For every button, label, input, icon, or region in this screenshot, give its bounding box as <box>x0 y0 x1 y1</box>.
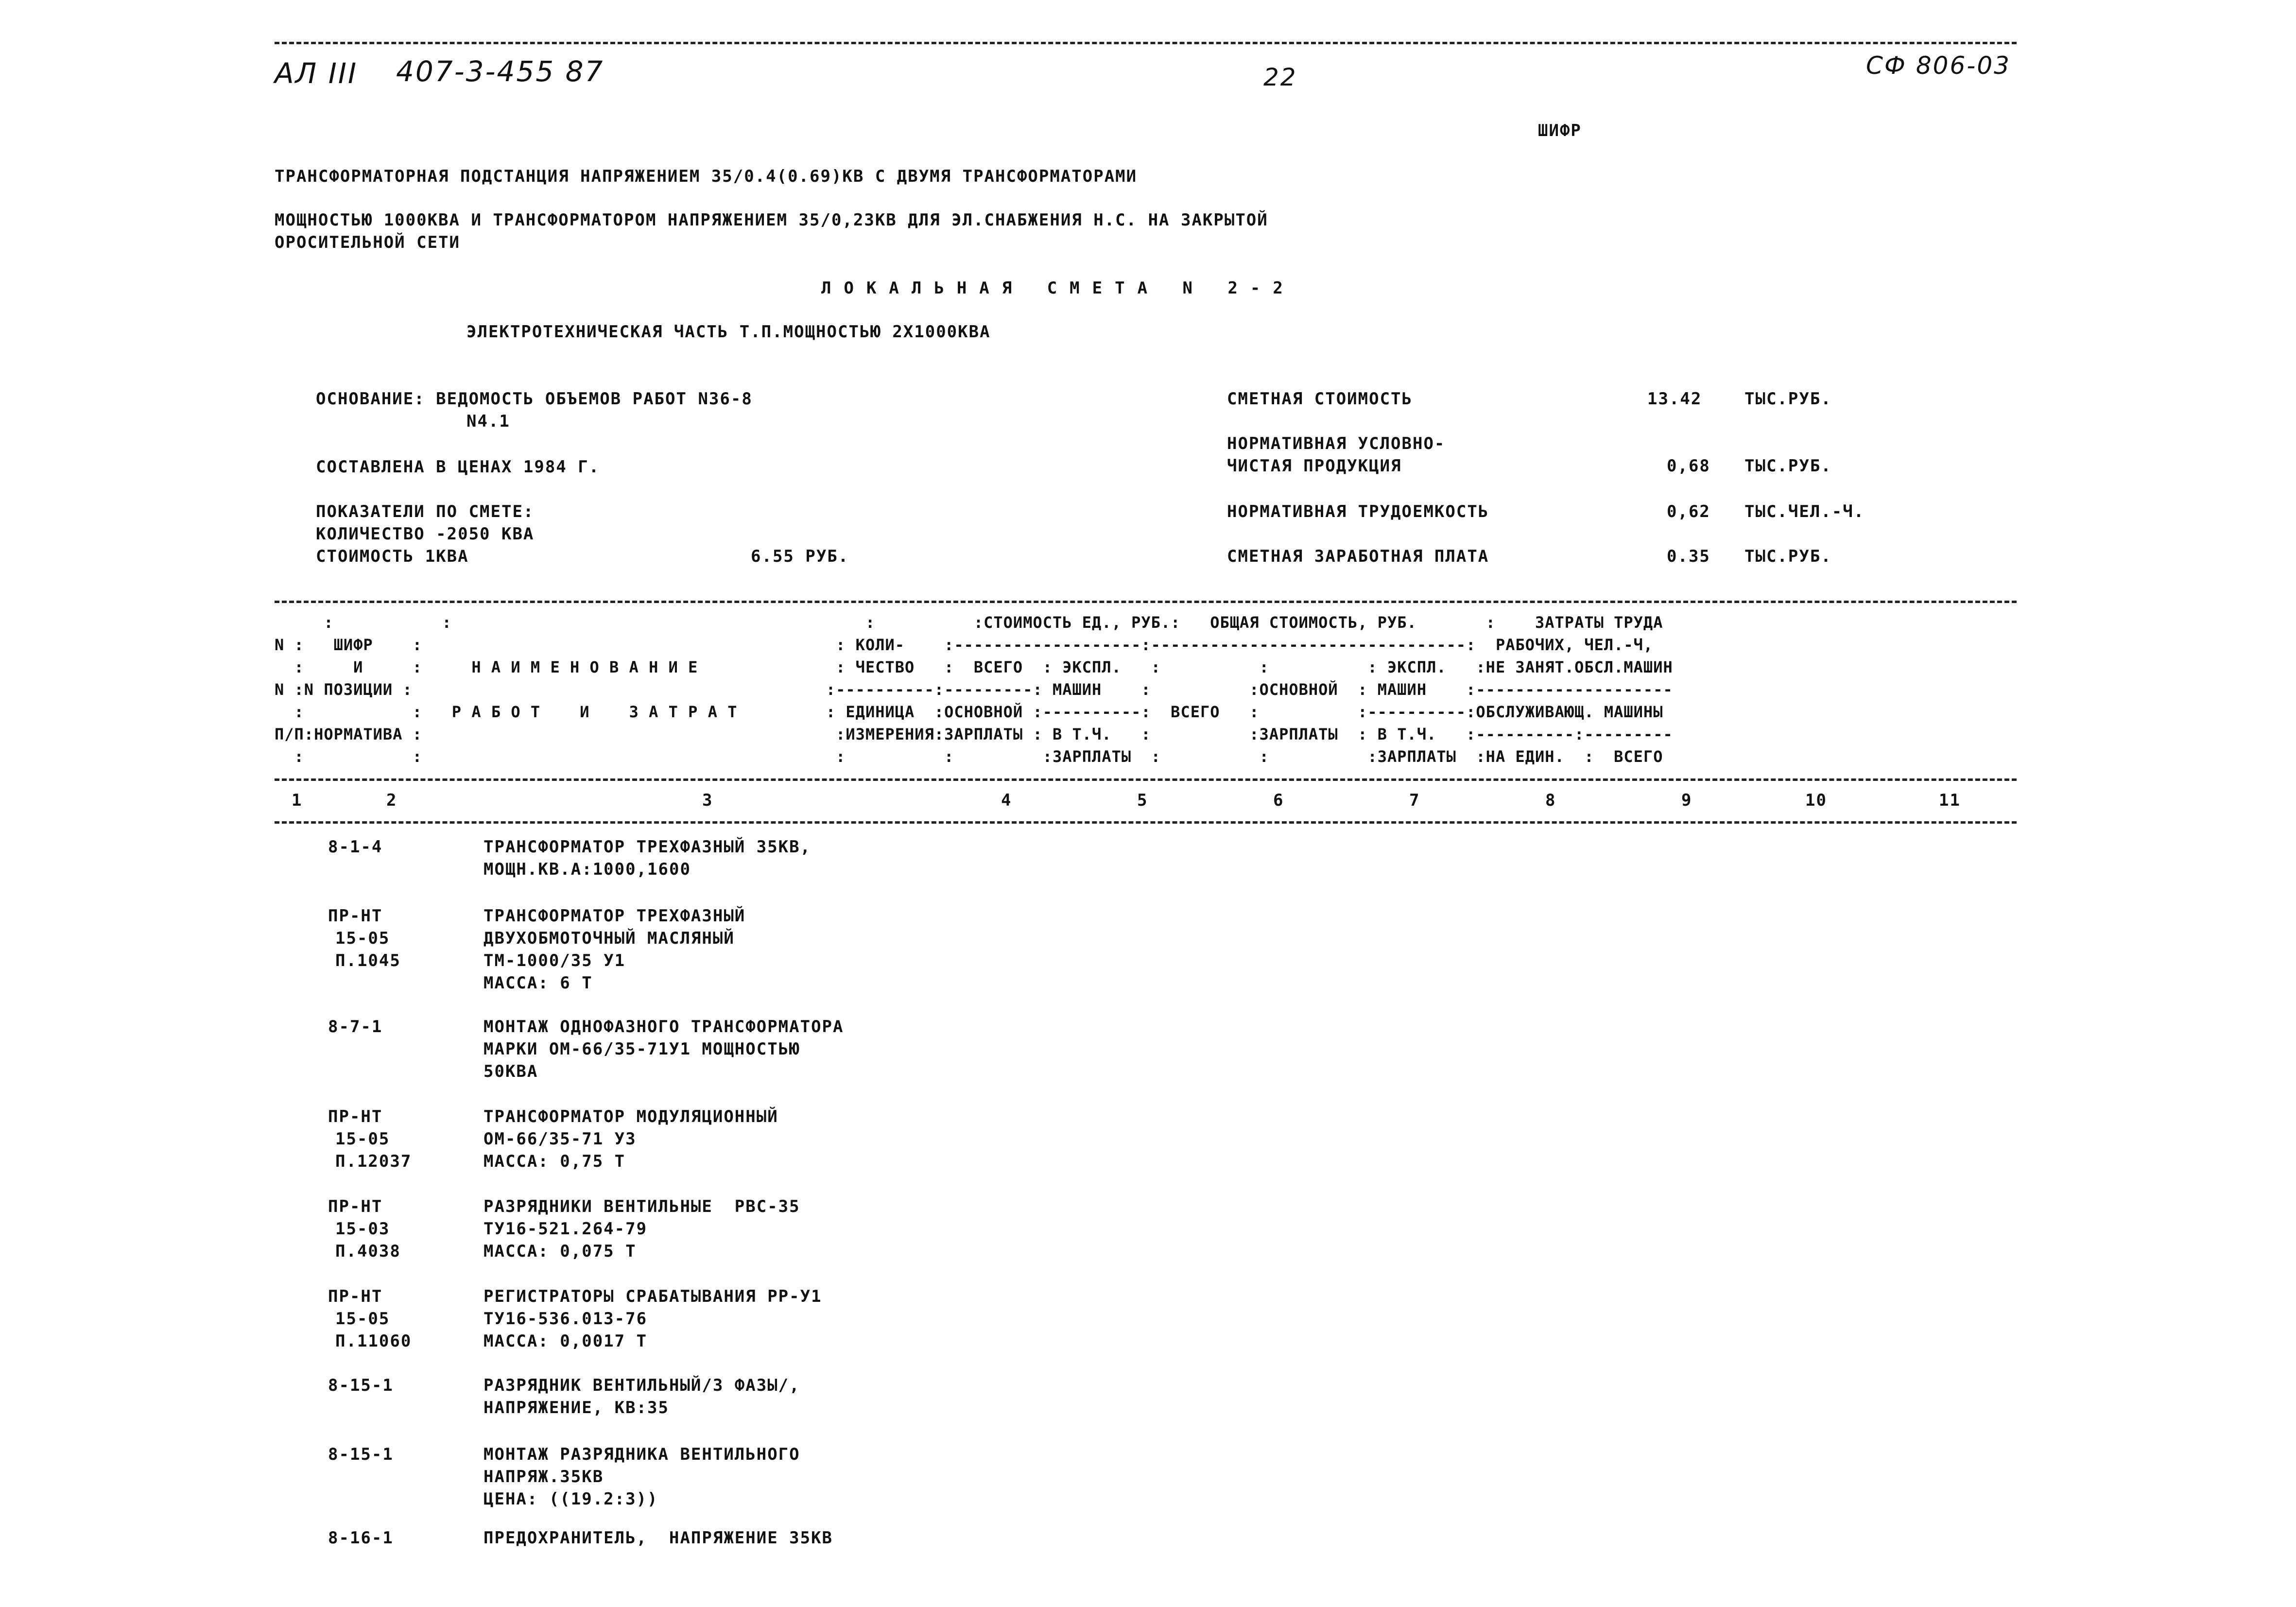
item-name: ТРАНСФОРМАТОР МОДУЛЯЦИОННЫЙ <box>483 1107 778 1126</box>
column-number: 4 <box>1001 791 1012 810</box>
item-name: МАССА: 0,75 Т <box>483 1152 626 1171</box>
norm-code: 15-05 <box>335 1309 390 1329</box>
osnovanie-continued: N4.1 <box>466 412 510 431</box>
title-line-3: ОРОСИТЕЛЬНОЙ СЕТИ <box>275 233 460 252</box>
project-number: 407-3-455 87 <box>396 55 604 88</box>
item-name: ТМ-1000/35 У1 <box>483 951 626 970</box>
smetnaya-value: 13.42 <box>1647 389 1702 409</box>
item-name: ТРАНСФОРМАТОР ТРЕХФАЗНЫЙ 35КВ, <box>483 837 811 857</box>
item-name: ДВУХОБМОТОЧНЫЙ МАСЛЯНЫЙ <box>483 929 735 948</box>
item-name: РАЗРЯДНИК ВЕНТИЛЬНЫЙ/3 ФАЗЫ/, <box>483 1376 800 1395</box>
norm-prod-unit: ТЫС.РУБ. <box>1744 456 1832 476</box>
item-name: МАРКИ ОМ-66/35-71У1 МОЩНОСТЬЮ <box>483 1039 800 1059</box>
item-name: НАПРЯЖ.35КВ <box>483 1467 604 1486</box>
column-number: 2 <box>386 791 397 810</box>
item-name: МАССА: 0,0017 Т <box>483 1331 648 1351</box>
column-number: 5 <box>1137 791 1148 810</box>
top-rule <box>275 42 2017 44</box>
smeta-title: ЛОКАЛЬНАЯ СМЕТА N 2-2 <box>821 278 1295 298</box>
item-name: ОМ-66/35-71 У3 <box>483 1129 637 1149</box>
norm-code: 15-05 <box>335 929 390 948</box>
kolichestvo: КОЛИЧЕСТВО -2050 КВА <box>316 524 535 544</box>
sostavlena: СОСТАВЛЕНА В ЦЕНАХ 1984 Г. <box>316 457 600 477</box>
norm-code: 8-15-1 <box>328 1445 394 1464</box>
table-header-line: : И : Н А И М Е Н О В А Н И Е : ЧЕСТВО : ВСЕГО : ЭКСПЛ. : : : ЭКСПЛ. :НЕ ЗАНЯТ.ОБСЛ.МАШИН <box>275 658 1673 676</box>
trud-value: 0,62 <box>1667 502 1710 521</box>
item-name: 50КВА <box>483 1062 538 1081</box>
item-name: РАЗРЯДНИКИ ВЕНТИЛЬНЫЕ РВС-35 <box>483 1197 800 1216</box>
item-name: ЦЕНА: ((19.2:3)) <box>483 1489 658 1509</box>
norm-code: 8-15-1 <box>328 1376 394 1395</box>
trud-unit: ТЫС.ЧЕЛ.-Ч. <box>1744 502 1865 521</box>
norm-code: ПР-НТ <box>328 1287 383 1306</box>
page-number: 22 <box>1263 63 1297 91</box>
norm-code: ПР-НТ <box>328 906 383 926</box>
item-name: МАССА: 0,075 Т <box>483 1242 637 1261</box>
norm-code: ПР-НТ <box>328 1107 383 1126</box>
item-name: РЕГИСТРАТОРЫ СРАБАТЫВАНИЯ РР-У1 <box>483 1287 822 1306</box>
norm-prod-label-2: ЧИСТАЯ ПРОДУКЦИЯ <box>1227 456 1402 476</box>
item-name: НАПРЯЖЕНИЕ, КВ:35 <box>483 1398 669 1417</box>
norm-code: П.1045 <box>335 951 401 970</box>
norm-code: 15-05 <box>335 1129 390 1149</box>
norm-code: 8-1-4 <box>328 837 383 857</box>
norm-prod-label-1: НОРМАТИВНАЯ УСЛОВНО- <box>1227 434 1446 453</box>
stoimost-label: СТОИМОСТЬ 1КВА <box>316 547 469 566</box>
smetnaya-label: СМЕТНАЯ СТОИМОСТЬ <box>1227 389 1413 409</box>
item-name: ТУ16-536.013-76 <box>483 1309 648 1329</box>
item-name: МАССА: 6 Т <box>483 973 593 993</box>
column-number: 6 <box>1273 791 1284 810</box>
table-header-line: : : Р А Б О Т И З А Т Р А Т : ЕДИНИЦА :ОСНОВНОЙ :----------: ВСЕГО : :----------:ОБСЛУЖИВАЮЩ. МАШИНЫ <box>275 703 1663 721</box>
column-number: 9 <box>1681 791 1692 810</box>
norm-code: 15-03 <box>335 1219 390 1239</box>
zp-label: СМЕТНАЯ ЗАРАБОТНАЯ ПЛАТА <box>1227 547 1489 566</box>
item-name: МОНТАЖ РАЗРЯДНИКА ВЕНТИЛЬНОГО <box>483 1445 800 1464</box>
column-numbers-bottom-rule <box>275 821 2017 824</box>
shifr-label: ШИФР <box>1538 121 1582 140</box>
zp-value: 0.35 <box>1667 547 1710 566</box>
norm-code: П.12037 <box>335 1152 412 1171</box>
table-header-line: : : : :СТОИМОСТЬ ЕД., РУБ.: ОБЩАЯ СТОИМОСТЬ, РУБ. : ЗАТРАТЫ ТРУДА <box>275 613 1663 632</box>
norm-prod-value: 0,68 <box>1667 456 1710 476</box>
title-line-1: ТРАНСФОРМАТОРНАЯ ПОДСТАНЦИЯ НАПРЯЖЕНИЕМ 35/0.4(0.69)КВ С ДВУМЯ ТРАНСФОРМАТОРАМИ <box>275 167 1138 186</box>
table-header-line: : : : : :ЗАРПЛАТЫ : : :ЗАРПЛАТЫ :НА ЕДИН. : ВСЕГО <box>275 747 1663 766</box>
item-name: ТУ16-521.264-79 <box>483 1219 648 1239</box>
doc-code: СФ 806-03 <box>1866 52 2011 80</box>
title-line-2: МОЩНОСТЬЮ 1000КВА И ТРАНСФОРМАТОРОМ НАПРЯЖЕНИЕМ 35/0,23КВ ДЛЯ ЭЛ.СНАБЖЕНИЯ Н.С. НА ЗАКРЫТОЙ <box>275 210 1268 230</box>
item-name: МОЩН.КВ.А:1000,1600 <box>483 860 691 879</box>
table-top-rule <box>275 601 2017 603</box>
stoimost-value: 6.55 РУБ. <box>751 547 849 566</box>
pokazateli: ПОКАЗАТЕЛИ ПО СМЕТЕ: <box>316 502 535 521</box>
column-number: 1 <box>292 791 303 810</box>
norm-code: П.11060 <box>335 1331 412 1351</box>
zp-unit: ТЫС.РУБ. <box>1744 547 1832 566</box>
trud-label: НОРМАТИВНАЯ ТРУДОЕМКОСТЬ <box>1227 502 1489 521</box>
column-number: 10 <box>1805 791 1827 810</box>
norm-code: П.4038 <box>335 1242 401 1261</box>
item-name: ПРЕДОХРАНИТЕЛЬ, НАПРЯЖЕНИЕ 35КВ <box>483 1528 833 1548</box>
smetnaya-unit: ТЫС.РУБ. <box>1744 389 1832 409</box>
column-numbers-top-rule <box>275 778 2017 781</box>
smeta-subtitle: ЭЛЕКТРОТЕХНИЧЕСКАЯ ЧАСТЬ Т.П.МОЩНОСТЬЮ 2Х1000КВА <box>466 322 991 342</box>
osnovanie: ОСНОВАНИЕ: ВЕДОМОСТЬ ОБЪЕМОВ РАБОТ N36-8 <box>316 389 753 409</box>
norm-code: ПР-НТ <box>328 1197 383 1216</box>
column-number: 8 <box>1545 791 1556 810</box>
norm-code: 8-7-1 <box>328 1017 383 1037</box>
table-header-line: N :N ПОЗИЦИИ : :----------:---------: МАШИН : :ОСНОВНОЙ : МАШИН :-------------------- <box>275 680 1673 699</box>
column-number: 3 <box>702 791 713 810</box>
left-code: АЛ III <box>275 57 358 90</box>
norm-code: 8-16-1 <box>328 1528 394 1548</box>
table-header-line: N : ШИФР : : КОЛИ- :-------------------:--------------------------------: РАБОЧИХ, ЧЕЛ.-Ч, <box>275 636 1654 654</box>
column-number: 11 <box>1939 791 1961 810</box>
column-number: 7 <box>1409 791 1420 810</box>
item-name: МОНТАЖ ОДНОФАЗНОГО ТРАНСФОРМАТОРА <box>483 1017 844 1037</box>
table-header-line: П/П:НОРМАТИВА : :ИЗМЕРЕНИЯ:ЗАРПЛАТЫ : В Т.Ч. : :ЗАРПЛАТЫ : В Т.Ч. :----------:--------- <box>275 725 1673 743</box>
item-name: ТРАНСФОРМАТОР ТРЕХФАЗНЫЙ <box>483 906 746 926</box>
